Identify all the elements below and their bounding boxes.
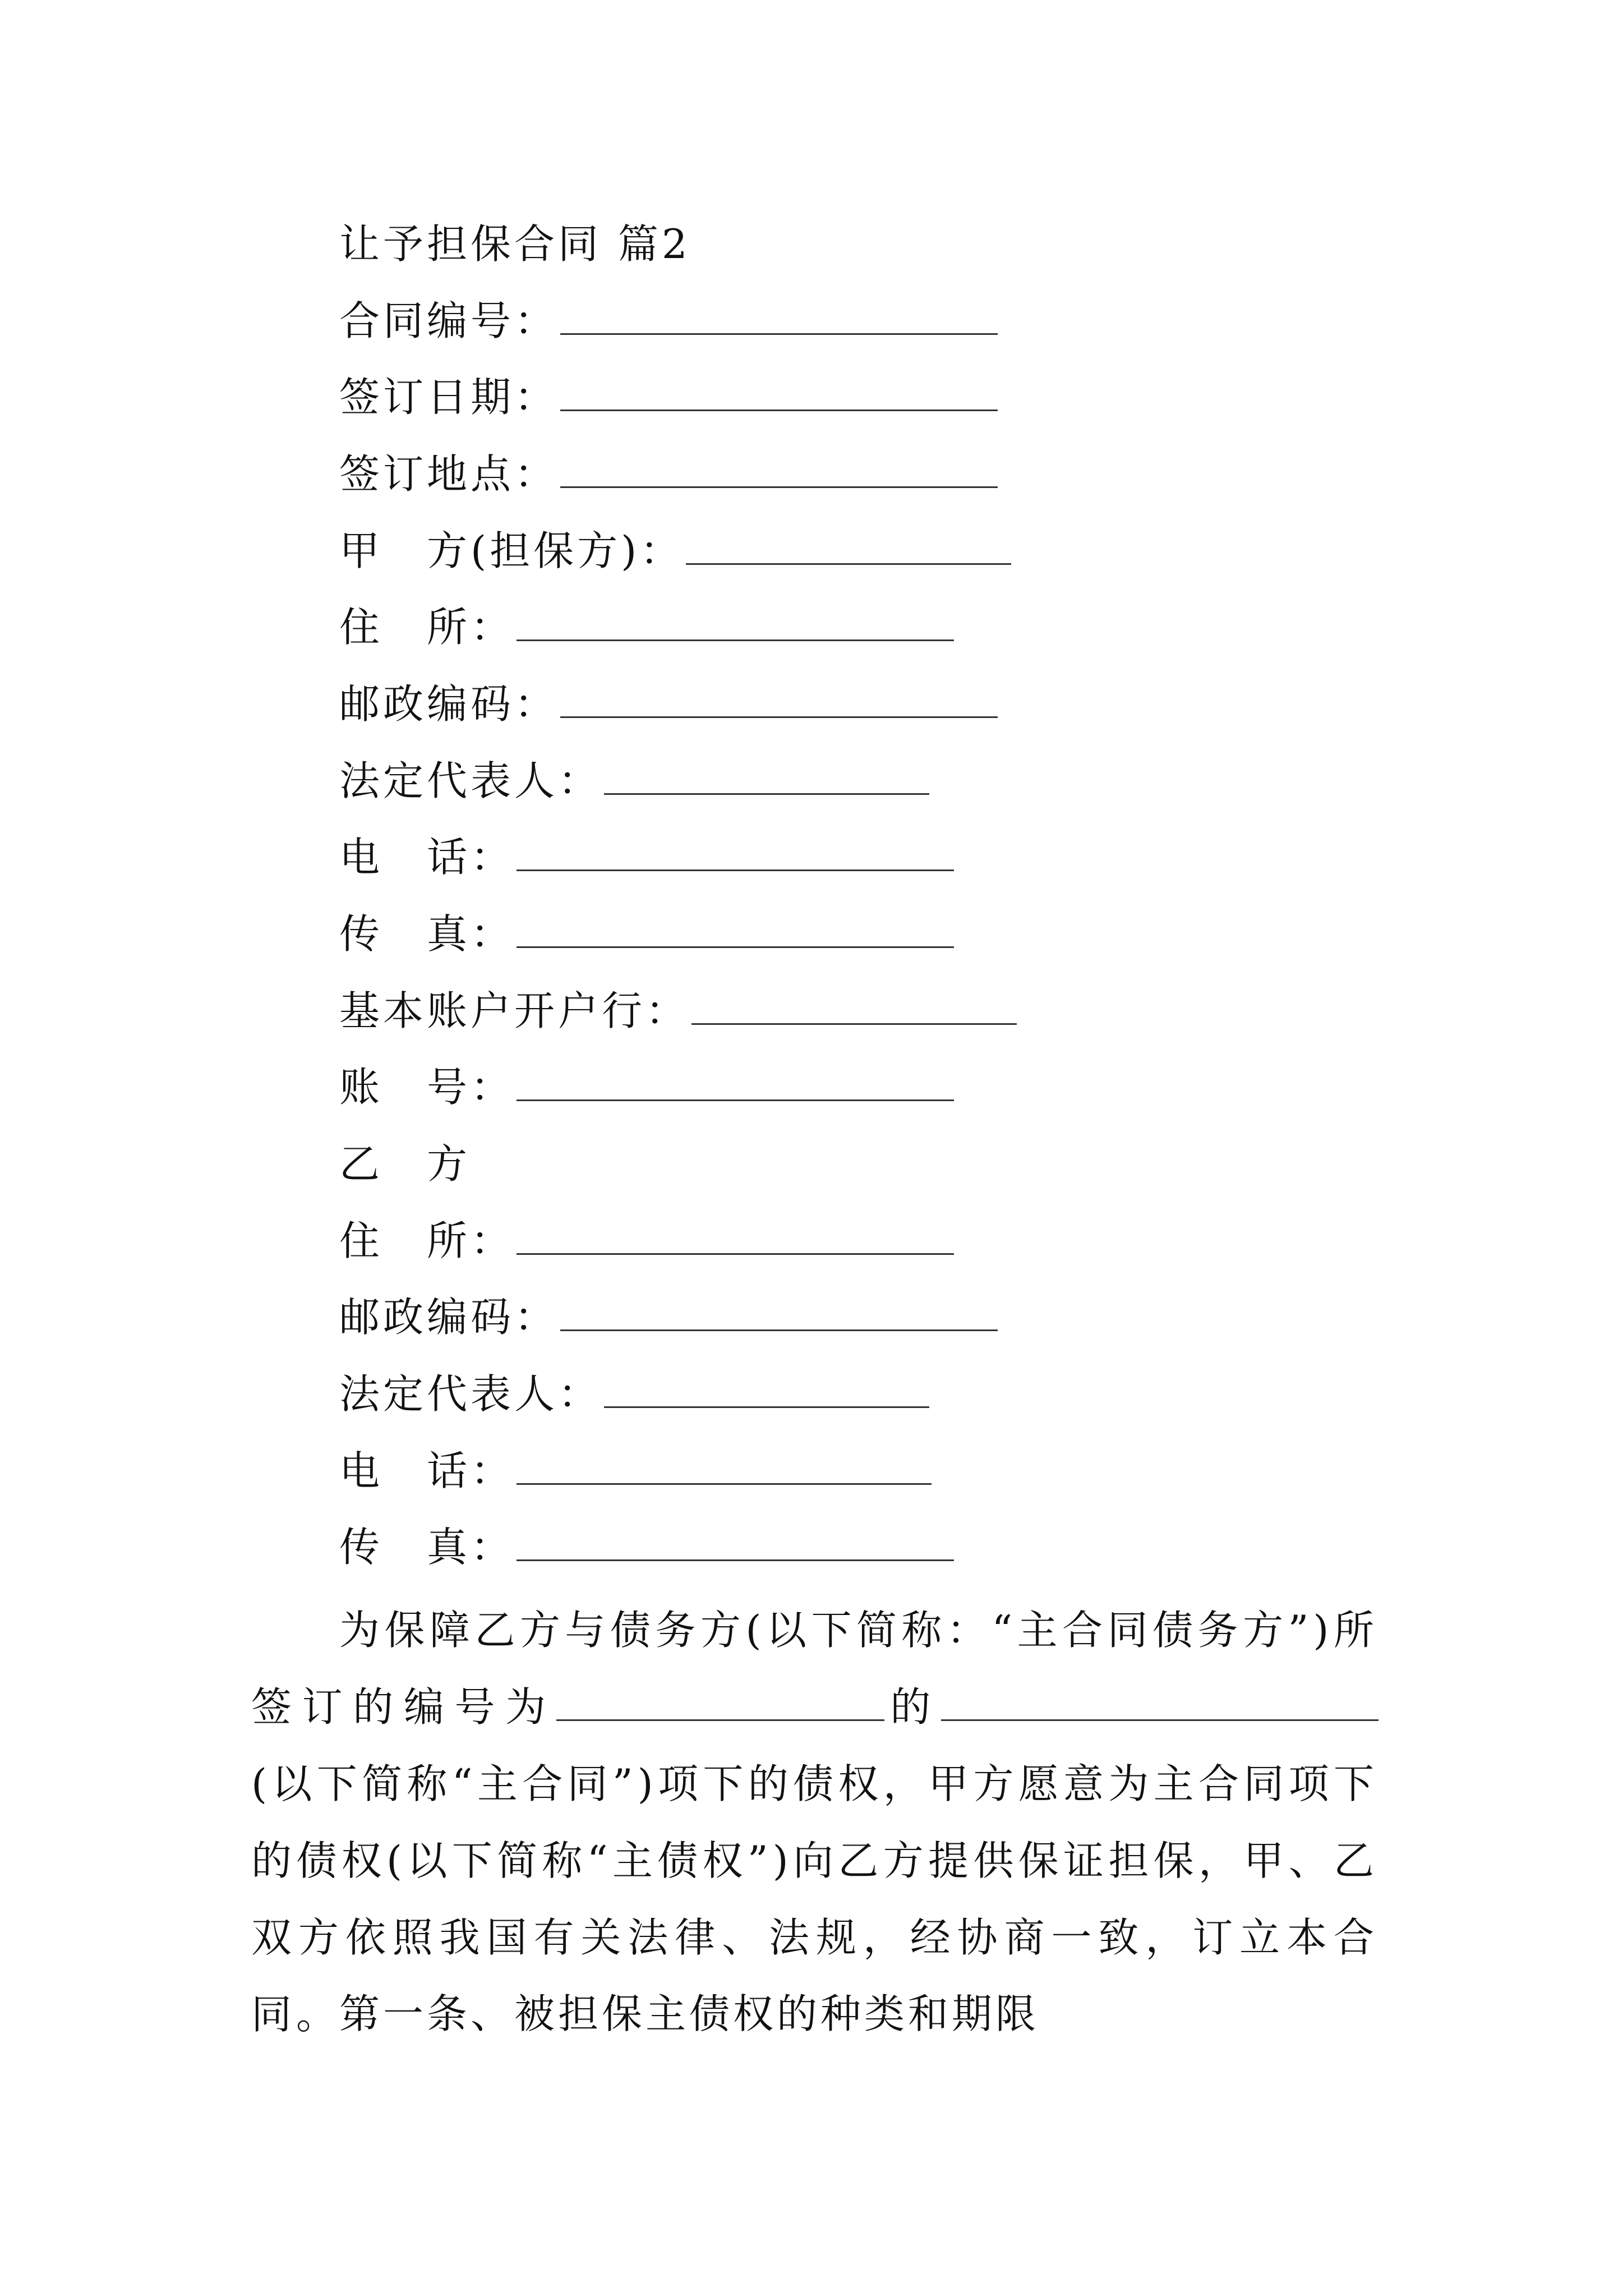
document-title: 让予担保合同 篇2 <box>339 220 691 268</box>
field-a-postcode <box>339 676 998 732</box>
field-label: 基本账户开户行： <box>339 987 690 1034</box>
intro-text-2: 的 <box>884 1683 941 1731</box>
fill-in-blank[interactable] <box>517 1526 954 1561</box>
field-sign-place <box>339 446 998 502</box>
fill-in-blank[interactable] <box>691 990 1017 1025</box>
field-b-address <box>339 1213 954 1269</box>
field-b-postcode <box>339 1289 998 1345</box>
field-a-account <box>339 1059 954 1115</box>
fill-in-blank[interactable] <box>517 1220 954 1255</box>
field-label: 账 号： <box>339 1064 515 1111</box>
intro-text-1: 为保障乙方与债务方(以下简称：“主合同债务方”)所签订的编号为 <box>251 1607 1378 1731</box>
field-label: 电 话： <box>339 834 515 881</box>
fill-in-blank[interactable] <box>517 1450 932 1485</box>
fill-in-blank[interactable] <box>560 1296 998 1331</box>
fill-in-blank[interactable] <box>560 453 998 488</box>
fill-in-blank[interactable] <box>604 1373 929 1408</box>
fill-in-blank[interactable] <box>517 913 954 948</box>
intro-paragraph <box>251 1592 1378 2053</box>
intro-text-3: (以下简称“主合同”)项下的债权，甲方愿意为主合同项下的债权(以下简称“主债权”)向乙方提供保证担保，甲、乙双方依照我国有关法律、法规，经协商一致，订立本合同。 <box>251 1760 1378 2038</box>
field-b-legal-rep <box>339 1366 929 1422</box>
field-label: 传 真： <box>339 910 515 958</box>
field-label: 电 话： <box>339 1447 515 1494</box>
field-label: 住 所： <box>339 604 515 651</box>
fill-in-blank[interactable] <box>686 530 1011 565</box>
fill-in-blank[interactable] <box>560 683 998 718</box>
fill-in-blank[interactable] <box>517 606 954 641</box>
article-1-heading: 第一条、被担保主债权的种类和期限 <box>339 1990 1040 2037</box>
fill-in-blank[interactable] <box>517 836 954 871</box>
field-a-phone <box>339 829 954 885</box>
field-a-fax <box>339 906 954 962</box>
field-contract-number <box>339 293 998 349</box>
party-b-heading: 乙 方 <box>339 1140 471 1188</box>
contract-number-blank[interactable] <box>556 1687 884 1721</box>
field-label: 邮政编码： <box>339 1294 559 1341</box>
field-sign-date <box>339 369 998 425</box>
fill-in-blank[interactable] <box>604 760 929 795</box>
field-label: 传 真： <box>339 1524 515 1571</box>
field-label: 住 所： <box>339 1217 515 1264</box>
field-label: 签订日期： <box>339 374 559 421</box>
field-label: 法定代表人： <box>339 757 602 804</box>
field-b-fax <box>339 1519 954 1575</box>
field-b-phone <box>339 1443 932 1499</box>
field-a-address <box>339 599 954 655</box>
field-label: 甲 方(担保方)： <box>339 527 684 574</box>
field-label: 邮政编码： <box>339 680 559 728</box>
field-a-legal-rep <box>339 753 929 809</box>
field-label: 合同编号： <box>339 297 559 344</box>
field-label: 签订地点： <box>339 450 559 498</box>
fill-in-blank[interactable] <box>517 1066 954 1101</box>
contract-name-blank[interactable] <box>941 1687 1378 1721</box>
fill-in-blank[interactable] <box>560 376 998 411</box>
field-party-a <box>339 523 1011 579</box>
field-a-bank <box>339 983 1017 1039</box>
fill-in-blank[interactable] <box>560 300 998 335</box>
field-label: 法定代表人： <box>339 1370 602 1418</box>
